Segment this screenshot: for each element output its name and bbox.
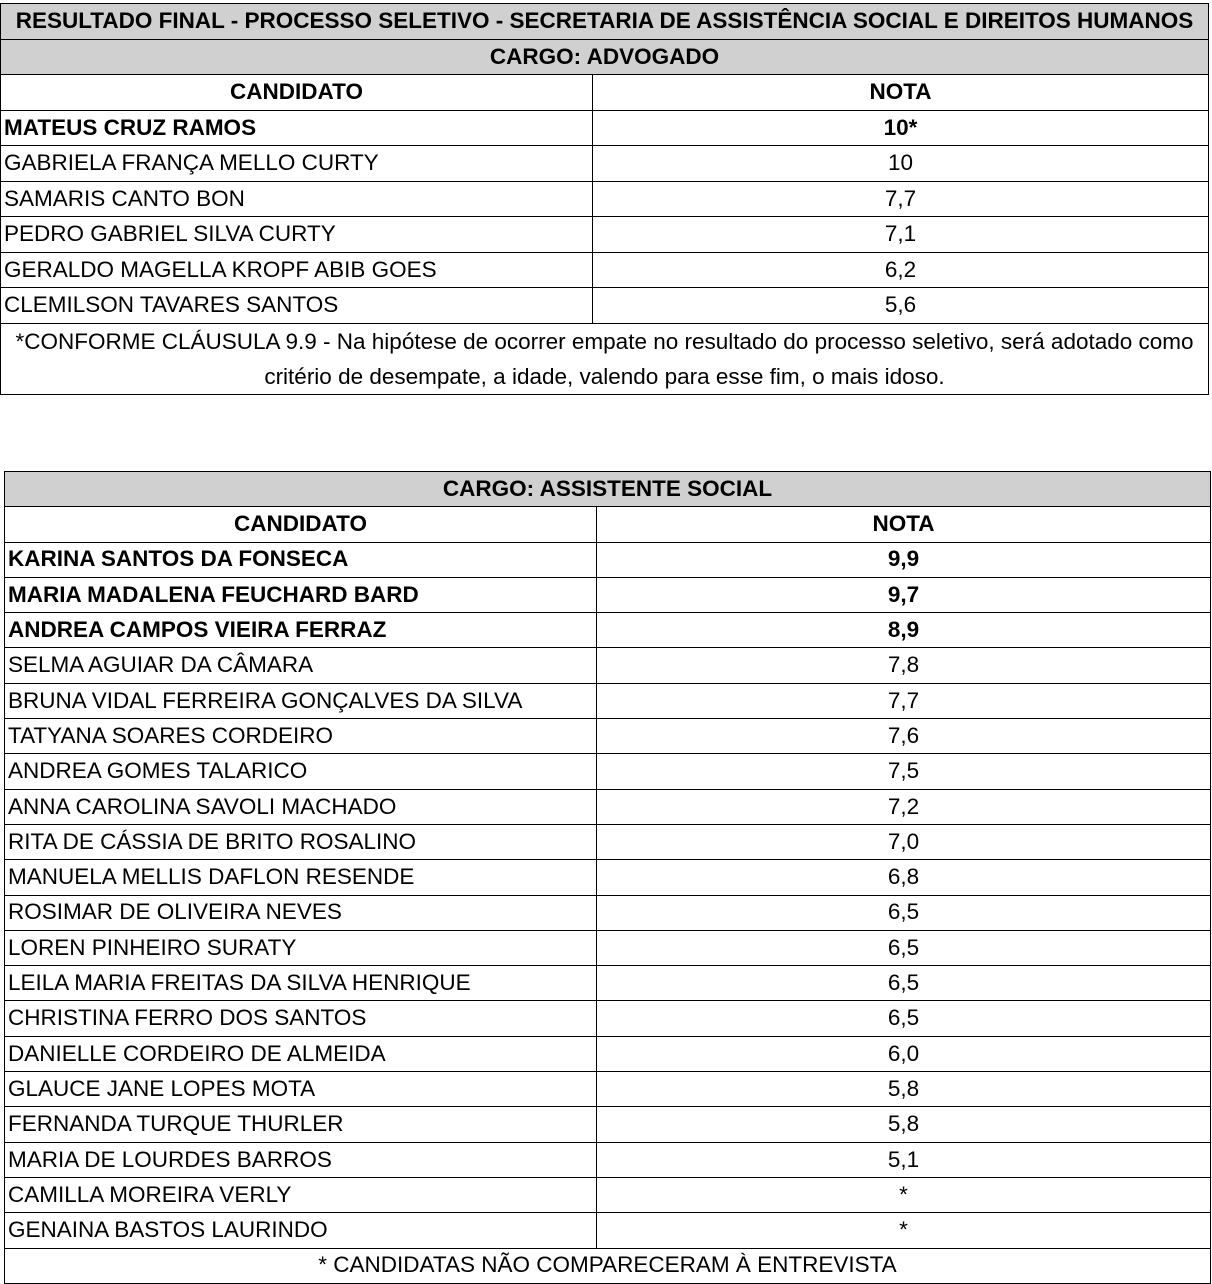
- main-title: RESULTADO FINAL - PROCESSO SELETIVO - SECRETARIA DE ASSISTÊNCIA SOCIAL E DIREITOS HUMANOS: [1, 4, 1209, 40]
- main-title-row: [1, 4, 1209, 40]
- cargo-title: CARGO: ADVOGADO: [1, 39, 1209, 75]
- candidate-name: SAMARIS CANTO BON: [1, 181, 593, 217]
- candidate-name: GENAINA BASTOS LAURINDO: [5, 1213, 597, 1248]
- table-row: [5, 1036, 1211, 1071]
- cargo-row: [5, 472, 1211, 507]
- candidate-name: MANUELA MELLIS DAFLON RESENDE: [5, 860, 597, 895]
- candidate-score: 5,6: [593, 288, 1209, 324]
- column-header-nota: NOTA: [593, 75, 1209, 111]
- candidate-name: LOREN PINHEIRO SURATY: [5, 930, 597, 965]
- candidate-name: MARIA DE LOURDES BARROS: [5, 1142, 597, 1177]
- table-row: [5, 930, 1211, 965]
- table-row: [1, 181, 1209, 217]
- candidate-score: 6,5: [597, 966, 1211, 1001]
- table-row: [1, 288, 1209, 324]
- candidate-score: 7,8: [597, 648, 1211, 683]
- candidate-name: ANDREA CAMPOS VIEIRA FERRAZ: [5, 613, 597, 648]
- candidate-score: 6,5: [597, 1001, 1211, 1036]
- candidate-score: 7,7: [593, 181, 1209, 217]
- candidate-score: 6,2: [593, 252, 1209, 288]
- candidate-name: SELMA AGUIAR DA CÂMARA: [5, 648, 597, 683]
- table-row: [1, 252, 1209, 288]
- table-row: [5, 966, 1211, 1001]
- assistente-social-table: [4, 471, 1211, 1284]
- table-row: [5, 648, 1211, 683]
- table-row: [5, 824, 1211, 859]
- absence-note: * CANDIDATAS NÃO COMPARECERAM À ENTREVISTA: [5, 1248, 1211, 1283]
- candidate-score: 7,0: [597, 824, 1211, 859]
- candidate-name: CAMILLA MOREIRA VERLY: [5, 1177, 597, 1212]
- table-row: [5, 1001, 1211, 1036]
- table-row: [5, 683, 1211, 718]
- candidate-score: 5,1: [597, 1142, 1211, 1177]
- candidate-name: LEILA MARIA FREITAS DA SILVA HENRIQUE: [5, 966, 597, 1001]
- candidate-name: ANDREA GOMES TALARICO: [5, 754, 597, 789]
- advogado-table: [0, 3, 1209, 395]
- table-row: [5, 1072, 1211, 1107]
- table-row: [1, 217, 1209, 253]
- candidate-name: MARIA MADALENA FEUCHARD BARD: [5, 577, 597, 612]
- table-row: [5, 789, 1211, 824]
- candidate-score: 9,7: [597, 577, 1211, 612]
- column-header-candidato: CANDIDATO: [1, 75, 593, 111]
- candidate-name: RITA DE CÁSSIA DE BRITO ROSALINO: [5, 824, 597, 859]
- candidate-score: 10*: [593, 110, 1209, 146]
- table-row: [5, 754, 1211, 789]
- candidate-score: 9,9: [597, 542, 1211, 577]
- candidate-name: PEDRO GABRIEL SILVA CURTY: [1, 217, 593, 253]
- candidate-name: MATEUS CRUZ RAMOS: [1, 110, 593, 146]
- header-row: [5, 507, 1211, 542]
- candidate-score: 7,2: [597, 789, 1211, 824]
- table-row: [1, 110, 1209, 146]
- note-row: [5, 1248, 1211, 1283]
- table-row: [5, 542, 1211, 577]
- candidate-score: 7,7: [597, 683, 1211, 718]
- table-row: [1, 146, 1209, 182]
- table-row: [5, 860, 1211, 895]
- candidate-name: CLEMILSON TAVARES SANTOS: [1, 288, 593, 324]
- table-row: [5, 1177, 1211, 1212]
- table-row: [5, 1142, 1211, 1177]
- candidate-name: GABRIELA FRANÇA MELLO CURTY: [1, 146, 593, 182]
- cargo-row: [1, 39, 1209, 75]
- table-row: [5, 613, 1211, 648]
- table-row: [5, 1213, 1211, 1248]
- candidate-score: 7,6: [597, 719, 1211, 754]
- candidate-score: 10: [593, 146, 1209, 182]
- candidate-score: 5,8: [597, 1072, 1211, 1107]
- note-row: [1, 323, 1209, 394]
- table-row: [5, 719, 1211, 754]
- candidate-score: 5,8: [597, 1107, 1211, 1142]
- tiebreak-note: *CONFORME CLÁUSULA 9.9 - Na hipótese de ocorrer empate no resultado do processo seletivo, será adotado como critério de desempate, a idade, valendo para esse fim, o mais idoso.: [1, 323, 1209, 394]
- candidate-score: 7,1: [593, 217, 1209, 253]
- candidate-name: CHRISTINA FERRO DOS SANTOS: [5, 1001, 597, 1036]
- candidate-score: 6,5: [597, 895, 1211, 930]
- candidate-name: KARINA SANTOS DA FONSECA: [5, 542, 597, 577]
- table-row: [5, 1107, 1211, 1142]
- table-row: [5, 895, 1211, 930]
- candidate-name: BRUNA VIDAL FERREIRA GONÇALVES DA SILVA: [5, 683, 597, 718]
- candidate-score: *: [597, 1213, 1211, 1248]
- candidate-name: ANNA CAROLINA SAVOLI MACHADO: [5, 789, 597, 824]
- cargo-title: CARGO: ASSISTENTE SOCIAL: [5, 472, 1211, 507]
- candidate-score: 7,5: [597, 754, 1211, 789]
- candidate-name: ROSIMAR DE OLIVEIRA NEVES: [5, 895, 597, 930]
- candidate-name: TATYANA SOARES CORDEIRO: [5, 719, 597, 754]
- candidate-score: *: [597, 1177, 1211, 1212]
- candidate-score: 6,5: [597, 930, 1211, 965]
- candidate-score: 6,0: [597, 1036, 1211, 1071]
- candidate-score: 6,8: [597, 860, 1211, 895]
- column-header-candidato: CANDIDATO: [5, 507, 597, 542]
- candidate-name: GLAUCE JANE LOPES MOTA: [5, 1072, 597, 1107]
- candidate-score: 8,9: [597, 613, 1211, 648]
- column-header-nota: NOTA: [597, 507, 1211, 542]
- candidate-name: FERNANDA TURQUE THURLER: [5, 1107, 597, 1142]
- candidate-name: DANIELLE CORDEIRO DE ALMEIDA: [5, 1036, 597, 1071]
- header-row: [1, 75, 1209, 111]
- table-row: [5, 577, 1211, 612]
- candidate-name: GERALDO MAGELLA KROPF ABIB GOES: [1, 252, 593, 288]
